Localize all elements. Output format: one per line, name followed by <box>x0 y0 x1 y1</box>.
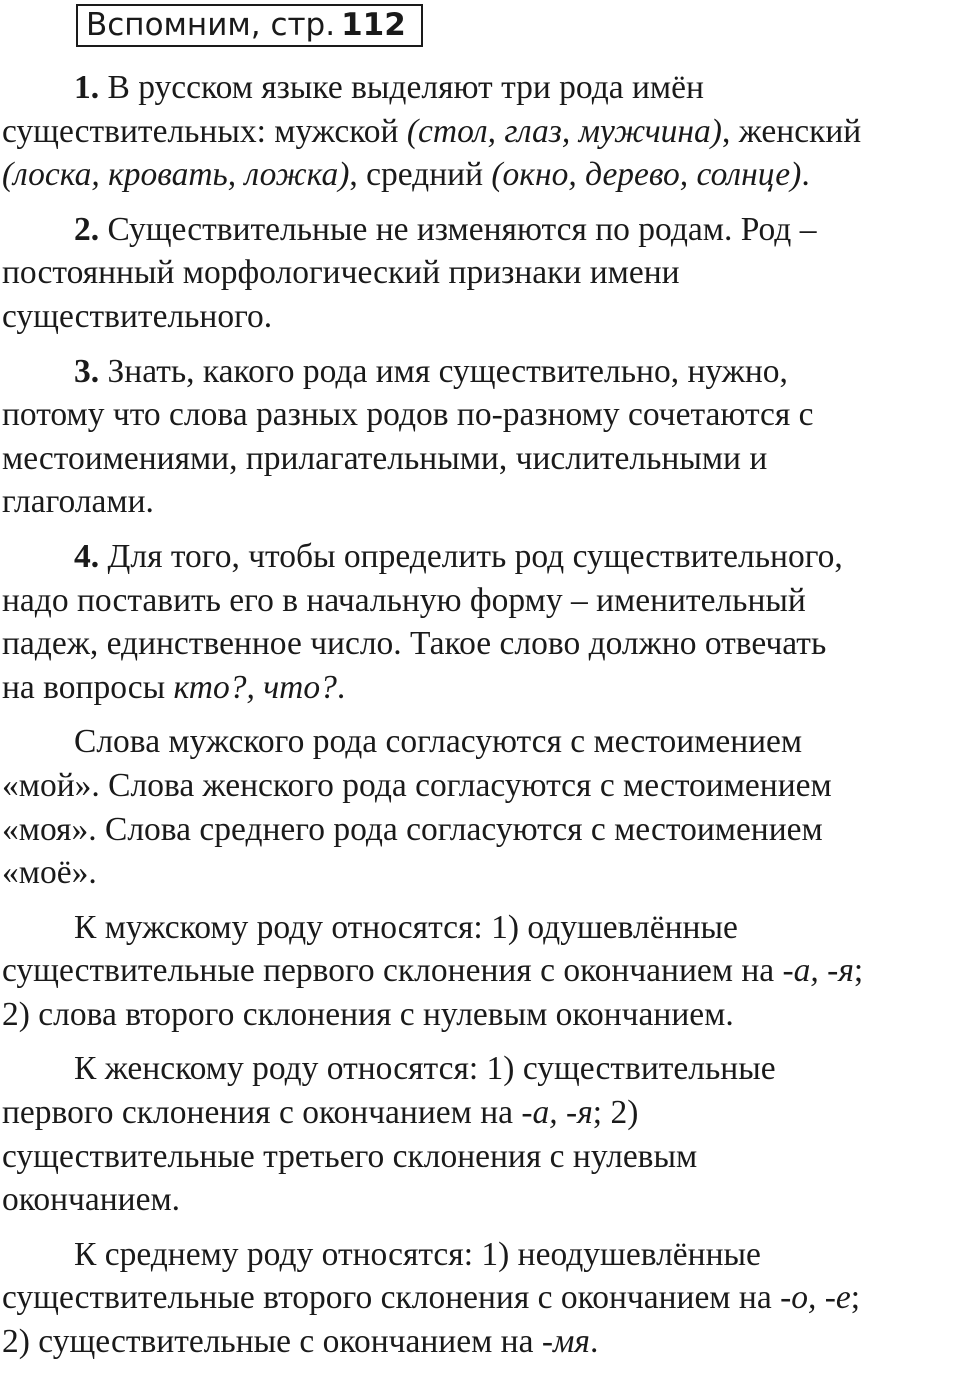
text-segment: надо поставить его в начальную форму – именительный <box>2 581 806 619</box>
text-line <box>2 808 960 852</box>
paragraph <box>2 66 960 197</box>
paragraph <box>2 208 960 339</box>
text-line <box>2 1047 960 1091</box>
italic-example: (окно, дерево, солнце) <box>491 156 802 194</box>
text-line <box>2 1135 960 1179</box>
text-line <box>2 579 960 623</box>
text-line <box>2 1233 960 1277</box>
text-segment: К среднему роду относятся: 1) неодушевлённые <box>74 1235 761 1273</box>
header-page-number: 112 <box>341 7 406 43</box>
paragraph-number: 3. <box>74 352 100 390</box>
text-segment: ; <box>853 952 864 990</box>
header-label: Вспомним, стр. <box>86 7 336 43</box>
text-line <box>2 1178 960 1222</box>
text-segment: «мой». Слова женского рода согласуются с местоимением <box>2 766 832 804</box>
text-line <box>2 393 960 437</box>
section-header-box <box>76 4 423 47</box>
text-line <box>2 949 960 993</box>
italic-example: -а, -я <box>521 1094 593 1132</box>
paragraph-number: 1. <box>74 69 100 106</box>
text-line <box>2 622 960 666</box>
text-segment: «моё». <box>2 854 97 892</box>
text-segment: К мужскому роду относятся: 1) одушевлённые <box>74 908 738 946</box>
text-line <box>2 437 960 481</box>
text-line <box>2 251 960 295</box>
text-segment: окончанием. <box>2 1181 181 1219</box>
text-segment: . <box>589 1323 599 1361</box>
text-segment: 2) существительные с окончанием на <box>2 1323 542 1361</box>
italic-example: (стол, глаз, мужчина) <box>406 112 722 150</box>
text-segment: Существительные не изменяются по родам. Род – <box>99 210 817 248</box>
text-segment: , женский <box>721 112 862 150</box>
text-line <box>2 350 960 394</box>
paragraph <box>2 535 960 709</box>
text-line <box>2 110 960 154</box>
text-segment: потому что слова разных родов по-разному сочетаются с <box>2 396 814 434</box>
answer-text <box>2 66 960 1375</box>
text-line <box>2 993 960 1037</box>
text-segment: существительные первого склонения с окончанием на <box>2 952 783 990</box>
text-segment: Для того, чтобы определить род существительного, <box>99 537 843 575</box>
text-line <box>2 153 960 197</box>
text-segment: К женскому роду относятся: 1) существительные <box>74 1050 776 1088</box>
text-line <box>2 66 960 110</box>
text-segment: существительного. <box>2 297 273 335</box>
italic-example: кто?, что? <box>173 668 337 706</box>
text-segment: . <box>801 156 810 194</box>
paragraph <box>2 1233 960 1364</box>
text-segment: Слова мужского рода согласуются с местоимением <box>74 723 803 761</box>
text-line <box>2 851 960 895</box>
text-segment: падеж, единственное число. Такое слово должно отвечать <box>2 625 827 663</box>
text-line <box>2 1091 960 1135</box>
text-segment: «моя». Слова среднего рода согласуются с местоимением <box>2 810 823 848</box>
text-line <box>2 720 960 764</box>
text-segment: на вопросы <box>2 668 174 706</box>
text-segment: местоимениями, прилагательными, числительными и <box>2 439 768 477</box>
italic-example: (лоска, кровать, ложка) <box>2 156 350 194</box>
text-segment: первого склонения с окончанием на <box>2 1094 522 1132</box>
text-segment: существительные второго склонения с окончанием на <box>2 1279 781 1317</box>
text-segment: ; <box>850 1279 861 1317</box>
paragraph <box>2 350 960 524</box>
paragraph <box>2 720 960 894</box>
text-line <box>2 1320 960 1364</box>
text-line <box>2 666 960 710</box>
paragraph-number: 2. <box>74 210 100 248</box>
text-segment: постоянный морфологический признаки имени <box>2 254 680 292</box>
italic-example: -мя <box>541 1323 590 1361</box>
text-line <box>2 208 960 252</box>
paragraph <box>2 906 960 1037</box>
italic-example: -о, -е <box>780 1279 851 1317</box>
italic-example: -а, -я <box>782 952 854 990</box>
text-segment: 2) слова второго склонения с нулевым окончанием. <box>2 995 734 1033</box>
text-segment: существительные третьего склонения с нулевым <box>2 1137 698 1175</box>
text-line <box>2 1276 960 1320</box>
text-line <box>2 906 960 950</box>
text-segment: . <box>336 668 346 706</box>
paragraph <box>2 1047 960 1221</box>
text-segment: существительных: мужской <box>2 112 407 150</box>
text-segment: ; 2) <box>592 1094 639 1132</box>
text-line <box>2 480 960 524</box>
text-line <box>2 295 960 339</box>
text-segment: глаголами. <box>2 483 154 521</box>
text-segment: В русском языке выделяют три рода имён <box>99 69 704 106</box>
paragraph-number: 4. <box>74 537 100 575</box>
text-segment: , средний <box>349 156 492 194</box>
text-segment: Знать, какого рода имя существительно, нужно, <box>99 352 788 390</box>
text-line <box>2 535 960 579</box>
text-line <box>2 764 960 808</box>
